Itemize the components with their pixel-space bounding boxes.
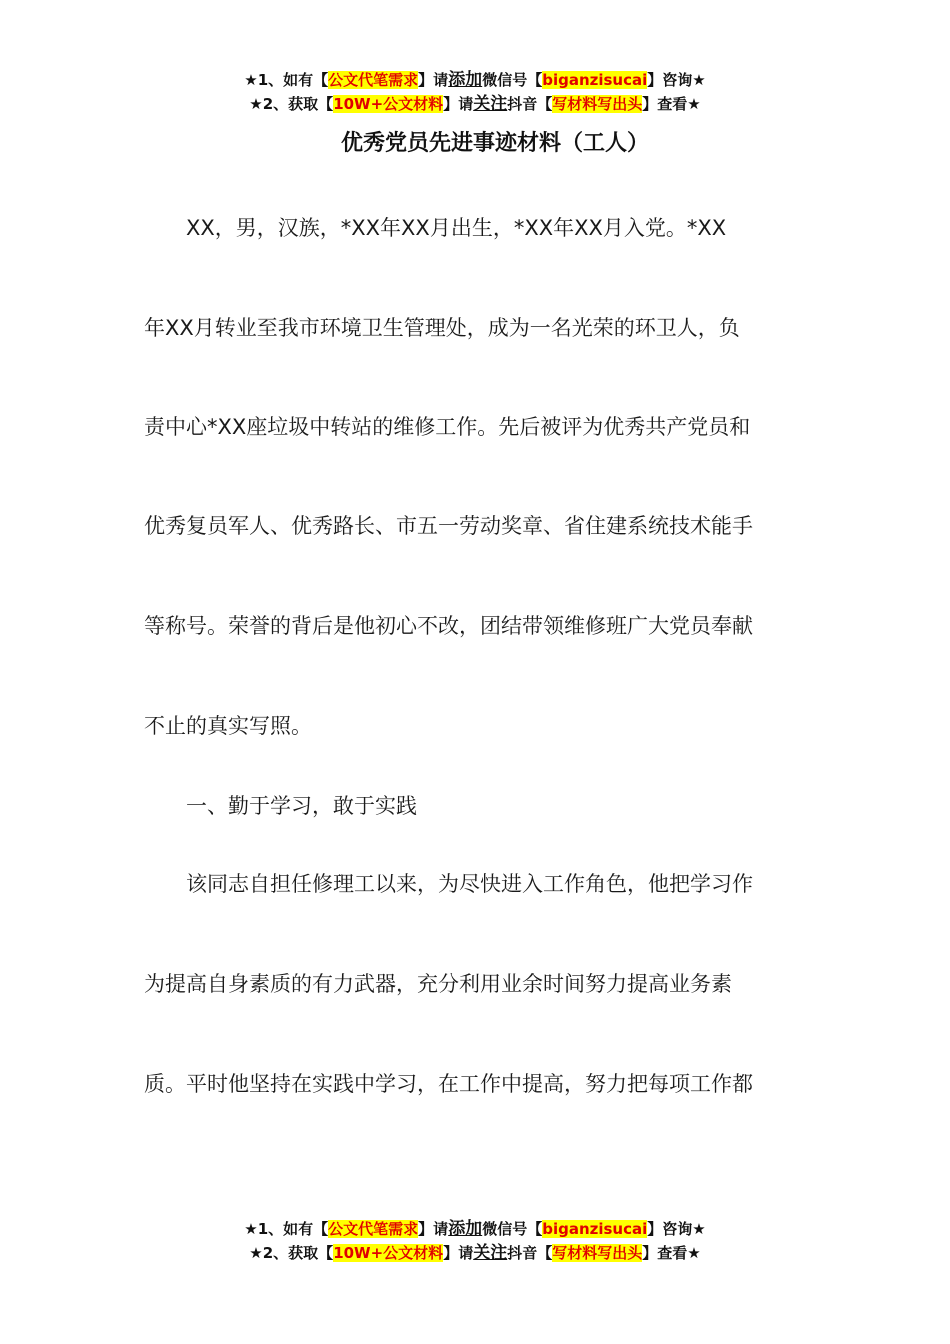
footer-ad-line-2: [0, 1241, 950, 1265]
body-line: 责中心*XX座垃圾中转站的维修工作。先后被评为优秀共产党员和: [144, 415, 751, 439]
footer-ad: [0, 1217, 950, 1265]
ad-text: 】请: [443, 1244, 474, 1262]
ad-text: 微信号【: [482, 71, 543, 89]
ad-text: 】请: [418, 1220, 449, 1238]
ad-emphasis: 添加: [448, 70, 483, 90]
ad-text: 】查看★: [642, 1244, 701, 1262]
ad-highlight-wechat-id: biganzisucai: [542, 1220, 648, 1238]
ad-text: ★2、获取【: [249, 95, 334, 113]
header-ad-line-1: [0, 68, 950, 92]
ad-emphasis: 关注: [473, 94, 508, 114]
ad-highlight-douyin: 写材料写出头: [552, 95, 643, 113]
ad-highlight-service: 公文代笔需求: [328, 71, 419, 89]
ad-text: 微信号【: [482, 1220, 543, 1238]
ad-text: 】请: [418, 71, 449, 89]
body-line: 不止的真实写照。: [144, 714, 312, 738]
ad-highlight-materials: 10W+公文材料: [333, 95, 444, 113]
body-line: 质。平时他坚持在实践中学习，在工作中提高，努力把每项工作都: [144, 1072, 753, 1096]
body-line: 优秀复员军人、优秀路长、市五一劳动奖章、省住建系统技术能手: [144, 514, 753, 538]
body-line: 为提高自身素质的有力武器，充分利用业余时间努力提高业务素: [144, 972, 732, 996]
ad-highlight-materials: 10W+公文材料: [333, 1244, 444, 1262]
ad-highlight-service: 公文代笔需求: [328, 1220, 419, 1238]
body-line: 等称号。荣誉的背后是他初心不改，团结带领维修班广大党员奉献: [144, 614, 753, 638]
header-ad-line-2: [0, 92, 950, 116]
ad-text: ★1、如有【: [244, 71, 329, 89]
ad-text: 】查看★: [642, 95, 701, 113]
body-line: 该同志自担任修理工以来，为尽快进入工作角色，他把学习作: [144, 872, 753, 896]
ad-text: 】咨询★: [647, 71, 706, 89]
ad-text: 抖音【: [507, 1244, 553, 1262]
ad-highlight-douyin: 写材料写出头: [552, 1244, 643, 1262]
ad-text: 】咨询★: [647, 1220, 706, 1238]
body-line: XX，男，汉族，*XX年XX月出生，*XX年XX月入党。*XX: [144, 216, 727, 240]
ad-text: 】请: [443, 95, 474, 113]
ad-text: ★1、如有【: [244, 1220, 329, 1238]
ad-text: 抖音【: [507, 95, 553, 113]
ad-emphasis: 关注: [473, 1243, 508, 1263]
document-title: 优秀党员先进事迹材料（工人）: [340, 131, 649, 156]
ad-text: ★2、获取【: [249, 1244, 334, 1262]
header-ad: [0, 68, 950, 116]
body-line: 年XX月转业至我市环境卫生管理处，成为一名光荣的环卫人，负: [144, 316, 740, 340]
footer-ad-line-1: [0, 1217, 950, 1241]
ad-emphasis: 添加: [448, 1219, 483, 1239]
ad-highlight-wechat-id: biganzisucai: [542, 71, 648, 89]
section-heading: 一、勤于学习，敢于实践: [144, 794, 417, 818]
